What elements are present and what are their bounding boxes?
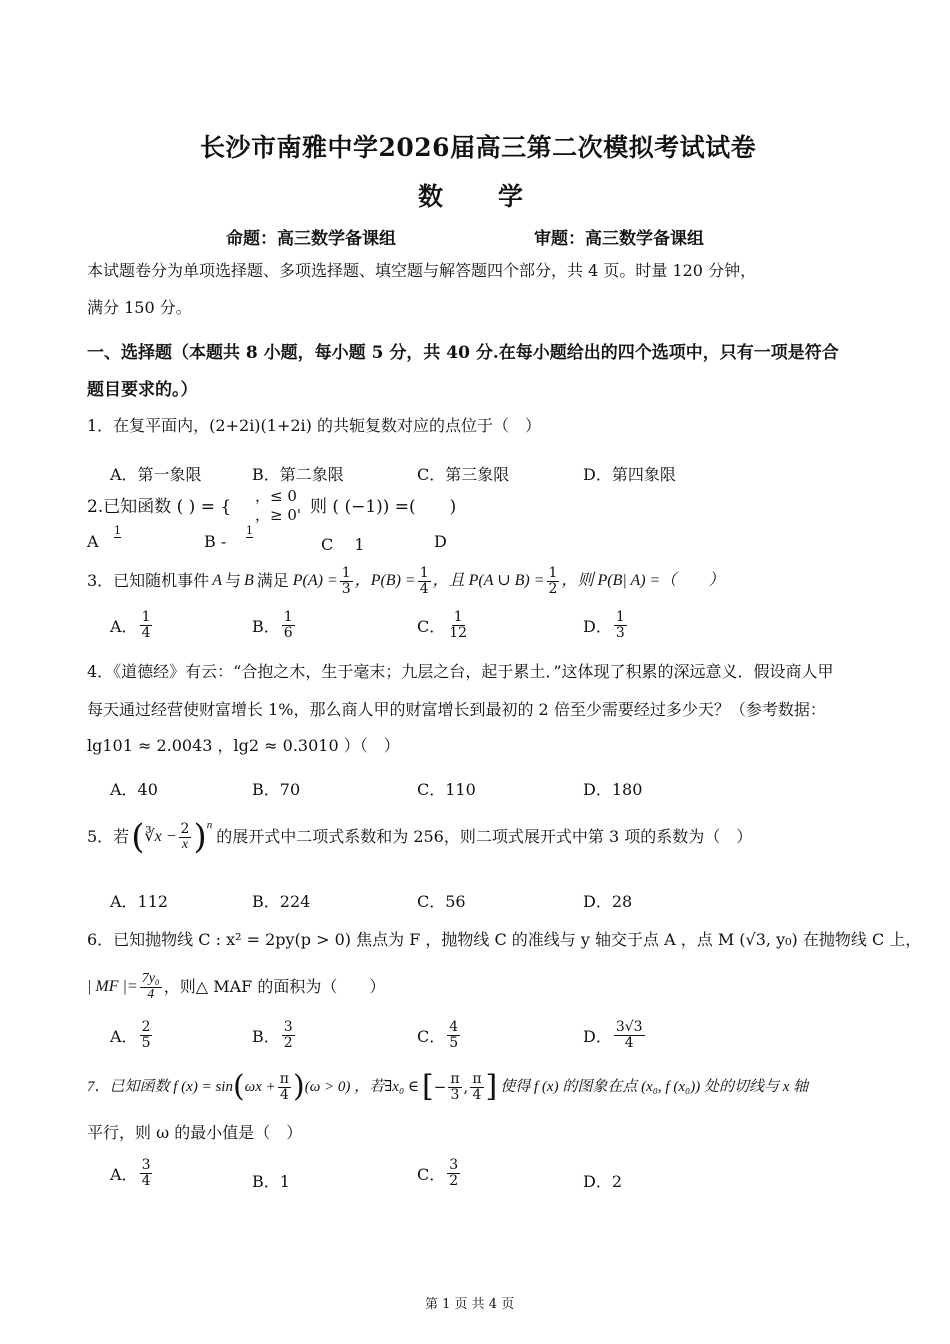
- q3-option-a: [110, 610, 154, 640]
- q1-option-d: D．第四象限: [583, 465, 676, 484]
- q6-mf-num: 7y₀: [141, 971, 160, 986]
- question-4-line-3: lg101 ≈ 2.0043 ，lg2 ≈ 0.3010 ）（ ）: [87, 736, 400, 755]
- q6-b-den: 2: [283, 1034, 293, 1051]
- q7-omega-x: ωx +: [244, 1078, 276, 1095]
- q5-option-d: D．28: [583, 892, 633, 911]
- q6-line-2-end: ，则△ MAF 的面积为（ ）: [163, 977, 386, 997]
- q7-a-den: 4: [141, 1172, 151, 1189]
- q3-event-b: B: [243, 572, 254, 590]
- q3-punion: ，且 P(A ∪ B) =: [432, 572, 545, 590]
- q7-option-a-frac: [140, 1158, 153, 1188]
- q6-option-a: [110, 1020, 154, 1050]
- q3-option-c-label: C．: [417, 616, 446, 636]
- q1-option-c: C．第三象限: [417, 465, 510, 484]
- q7-a-num: 3: [141, 1157, 151, 1173]
- q7-int-a-frac: [448, 1072, 461, 1102]
- q7-option-a: [110, 1158, 154, 1188]
- q7-int-b-num: π: [472, 1071, 482, 1087]
- q3-and: 与: [224, 571, 241, 591]
- q2-option-b-frac: 1: [246, 524, 253, 537]
- q6-option-a-frac: [140, 1020, 153, 1050]
- intro-line-1: 本试题卷分为单项选择题、多项选择题、填空题与解答题四个部分，共 4 页。时量 120 分钟，: [87, 261, 757, 280]
- q7-int-b-den: 4: [472, 1086, 482, 1103]
- q6-option-d-label: D．: [583, 1026, 612, 1046]
- q7-option-d: D．2: [583, 1172, 623, 1191]
- question-1-stem: 1．在复平面内，(2+2i)(1+2i) 的共轭复数对应的点位于（ ）: [87, 416, 542, 435]
- q6-mf-frac: [140, 972, 162, 1002]
- q3-c-den: 12: [449, 624, 468, 641]
- q7-option-c-label: C．: [417, 1164, 446, 1184]
- q3-pu-frac: [547, 566, 560, 596]
- q3-option-a-label: A．: [110, 616, 138, 636]
- q7-minus: −: [433, 1077, 447, 1096]
- q6-option-b-label: B．: [252, 1026, 280, 1046]
- q5-exponent: n: [206, 819, 213, 831]
- q7-option-a-label: A．: [110, 1164, 138, 1184]
- q7-bracket-open: [: [422, 1069, 434, 1105]
- q6-option-c-frac: [447, 1020, 460, 1050]
- q3-pu-num: 1: [548, 565, 558, 581]
- q3-pb-num: 1: [419, 565, 429, 581]
- q2-option-c: C 1: [321, 535, 365, 554]
- question-4-line-1: 4．《道德经》有云：“合抱之木，生于毫末；九层之台，起于累土．”这体现了积累的深远意义．假设商人甲: [87, 662, 834, 681]
- q7-int-b-frac: [470, 1072, 483, 1102]
- q6-a-den: 5: [141, 1034, 151, 1051]
- q3-option-d-frac: [614, 610, 627, 640]
- exam-title: 长沙市南雅中学2026届高三第二次模拟考试试卷: [200, 133, 757, 162]
- q7-paren-close: ): [293, 1069, 305, 1105]
- q3-b-den: 6: [283, 624, 293, 641]
- q4-option-d: D．180: [583, 780, 643, 799]
- q7-option-c: [417, 1158, 462, 1188]
- q3-pb-den: 4: [419, 580, 429, 597]
- question-6-line-1: 6．已知抛物线 C : x² = 2py(p > 0) 焦点为 F ，抛物线 C 的准线与 y 轴交于点 A ，点 M (√3, y₀) 在抛物线 C 上，: [87, 930, 922, 949]
- q7-condition: (ω > 0) ，若∃x₀ ∈: [304, 1078, 420, 1095]
- q6-d-num: 3√3: [615, 1019, 643, 1035]
- q2-option-b: B -: [204, 532, 227, 551]
- q2-stem-end: 则 ( (−1)) =( ): [310, 497, 457, 517]
- q2-case-1: ，≤ 0: [255, 487, 297, 505]
- q6-mf: | MF |=: [87, 978, 138, 996]
- q5-paren-close: ): [193, 817, 207, 857]
- q3-option-d-label: D．: [583, 616, 612, 636]
- q3-option-a-frac: [140, 610, 153, 640]
- q7-option-c-frac: [447, 1158, 460, 1188]
- q7-option-b: B．1: [252, 1172, 290, 1191]
- q3-pa-frac: [340, 566, 353, 596]
- author-left: 命题：高三数学备课组: [226, 229, 396, 249]
- q6-option-a-label: A．: [110, 1026, 138, 1046]
- intro-line-2: 满分 150 分。: [87, 298, 192, 317]
- q6-option-d-frac: [614, 1020, 645, 1050]
- q5-expr-num: 2: [180, 820, 190, 837]
- q7-c-den: 2: [449, 1172, 459, 1189]
- q5-option-a: A．112: [110, 892, 169, 911]
- q7-pi-num: π: [279, 1071, 289, 1087]
- q5-expr-frac: [179, 822, 192, 852]
- q6-c-num: 4: [449, 1019, 459, 1035]
- q3-satisfies: 满足: [256, 571, 289, 591]
- q6-mf-den: 4: [147, 986, 155, 1002]
- q3-option-d: [583, 610, 629, 640]
- q6-option-d: [583, 1020, 647, 1050]
- q5-paren-open: (: [131, 817, 145, 857]
- question-2-stem: 2.已知函数 ( ) = {: [87, 497, 232, 517]
- question-4-line-2: 每天通过经营使财富增长 1%，那么商人甲的财富增长到最初的 2 倍至少需要经过多少天？（参考数据：: [87, 700, 826, 719]
- q2-option-a-frac: 1: [114, 524, 121, 537]
- q5-post: 的展开式中二项式系数和为 256，则二项式展开式中第 3 项的系数为（ ）: [216, 827, 753, 846]
- q6-d-den: 4: [624, 1034, 634, 1051]
- question-6-line-2: [87, 972, 385, 1002]
- q3-pu-den: 2: [548, 580, 558, 597]
- q6-option-b-frac: [282, 1020, 295, 1050]
- q5-pre: 5．若: [87, 827, 130, 846]
- q4-option-c: C．110: [417, 780, 476, 799]
- q3-option-c-frac: [447, 610, 469, 640]
- q3-pa-num: 1: [341, 565, 351, 581]
- q7-int-a-num: π: [450, 1071, 460, 1087]
- q3-option-c: [417, 610, 471, 640]
- q3-option-b: [252, 610, 297, 640]
- q2-option-d: D: [434, 532, 447, 551]
- author-right: 审题：高三数学备课组: [534, 229, 704, 249]
- q7-pi-frac: [278, 1072, 291, 1102]
- q3-b-num: 1: [283, 609, 293, 625]
- q7-line-1-end: 使得 f (x) 的图象在点 (x₀, f (x₀)) 处的切线与 x 轴: [500, 1078, 809, 1095]
- q6-option-c-label: C．: [417, 1026, 446, 1046]
- q2-option-a: A: [87, 532, 99, 551]
- q6-a-num: 2: [141, 1019, 151, 1035]
- q1-option-a: A．第一象限: [110, 465, 202, 484]
- q7-paren-open: (: [232, 1069, 245, 1105]
- q3-event-a: A: [212, 572, 222, 590]
- q7-bracket-close: ]: [485, 1069, 498, 1105]
- q6-c-den: 5: [449, 1034, 459, 1051]
- q3-pa-den: 3: [341, 580, 351, 597]
- question-3-stem: [87, 566, 724, 596]
- q4-option-a: A．40: [110, 780, 158, 799]
- question-7-line-1: [87, 1069, 809, 1105]
- q3-d-num: 1: [615, 609, 625, 625]
- question-7-line-2: 平行，则 ω 的最小值是（ ）: [87, 1123, 303, 1142]
- section-heading-line-1: 一、选择题（本题共 8 小题，每小题 5 分，共 40 分.在每小题给出的四个选项中，只有一项是符合: [87, 343, 839, 363]
- subject-title: 数学: [418, 182, 579, 211]
- q6-option-c: [417, 1020, 462, 1050]
- q7-int-a-den: 3: [450, 1086, 460, 1103]
- section-heading-line-2: 题目要求的。）: [87, 380, 198, 400]
- q4-option-b: B．70: [252, 780, 301, 799]
- q1-option-b: B．第二象限: [252, 465, 344, 484]
- q3-then: ，则 P(B| A) =（ ）: [561, 572, 725, 590]
- page-number: 第 1 页 共 4 页: [425, 1297, 515, 1312]
- q3-pb: ，P(B) =: [354, 572, 416, 590]
- q7-comma: ,: [463, 1077, 469, 1096]
- q3-a-num: 1: [141, 609, 151, 625]
- q7-func: 7．已知函数 f (x) = sin: [87, 1078, 233, 1095]
- q3-option-b-label: B．: [252, 616, 280, 636]
- q3-a-den: 4: [141, 624, 151, 641]
- q7-pi-den: 4: [279, 1086, 289, 1103]
- q3-pa: P(A) =: [292, 572, 338, 590]
- q5-expr: ∛x −: [144, 828, 177, 845]
- q3-d-den: 3: [615, 624, 625, 641]
- q7-c-num: 3: [449, 1157, 459, 1173]
- question-5-stem: [87, 817, 753, 857]
- q5-option-b: B．224: [252, 892, 311, 911]
- q6-b-num: 3: [283, 1019, 293, 1035]
- q2-case-2: ，≥ 0': [255, 506, 302, 524]
- q3-pb-frac: [418, 566, 431, 596]
- q5-expr-den: x: [181, 836, 189, 852]
- q5-option-c: C．56: [417, 892, 466, 911]
- q3-c-num: 1: [453, 609, 463, 625]
- q3-stem-start: 3．已知随机事件: [87, 571, 210, 591]
- q3-option-b-frac: [282, 610, 295, 640]
- q6-option-b: [252, 1020, 297, 1050]
